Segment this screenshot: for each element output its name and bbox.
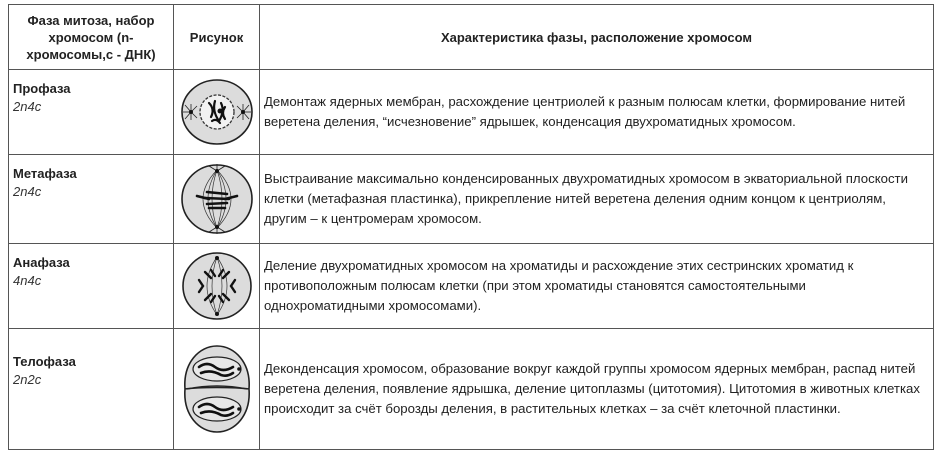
telophase-cell-icon — [179, 343, 255, 435]
picture-cell — [174, 155, 260, 244]
chromosome-set: 2n4c — [13, 184, 42, 199]
picture-cell — [174, 244, 260, 329]
picture-cell — [174, 70, 260, 155]
metaphase-cell-icon — [179, 162, 255, 236]
phase-description: Демонтаж ядерных мембран, расхождение центриолей к разным полюсам клетки, формирование нитей веретена деления, “исчезновение” ядрышек, конденсация двухроматидных хромосом. — [260, 70, 934, 155]
picture-cell — [174, 329, 260, 450]
phase-name: Профаза — [13, 81, 71, 96]
table-header-row — [9, 5, 934, 70]
phase-cell — [9, 244, 174, 329]
phase-cell — [9, 329, 174, 450]
anaphase-cell-icon — [179, 250, 255, 322]
header-picture: Рисунок — [174, 5, 260, 70]
phase-description: Деление двухроматидных хромосом на хроматиды и расхождение этих сестринских хроматид к противоположным полюсам клетки (при этом хроматиды становятся самостоятельными однохроматидными хромосомами). — [260, 244, 934, 329]
phase-name: Анафаза — [13, 255, 70, 270]
chromosome-set: 2n4c — [13, 99, 42, 114]
phase-description: Выстраивание максимально конденсированных двухроматидных хромосом в экваториальной плоскости клетки (метафазная пластинка), прикрепление нитей веретена деления одним концом к центриолям, другим – к центромерам хромосом. — [260, 155, 934, 244]
table-row — [9, 70, 934, 155]
chromosome-set: 4n4c — [13, 273, 42, 288]
header-description: Характеристика фазы, расположение хромосом — [260, 5, 934, 70]
table-row — [9, 155, 934, 244]
table-row — [9, 244, 934, 329]
phase-name: Телофаза — [13, 354, 76, 369]
prophase-cell-icon — [179, 77, 255, 147]
mitosis-phases-table — [8, 4, 934, 450]
phase-description: Деконденсация хромосом, образование вокруг каждой группы хромосом ядерных мембран, распад нитей веретена деления, появление ядрышка, деление цитоплазмы (цитотомия). Цитотомия в животных клетках происходит за счёт борозды деления, в растительных клетках – за счёт клеточной пластинки. — [260, 329, 934, 450]
table-row — [9, 329, 934, 450]
phase-cell — [9, 70, 174, 155]
phase-name: Метафаза — [13, 166, 77, 181]
chromosome-set: 2n2c — [13, 372, 42, 387]
phase-cell — [9, 155, 174, 244]
header-phase: Фаза митоза, набор хромосом (n-хромосомы,с - ДНК) — [9, 5, 174, 70]
